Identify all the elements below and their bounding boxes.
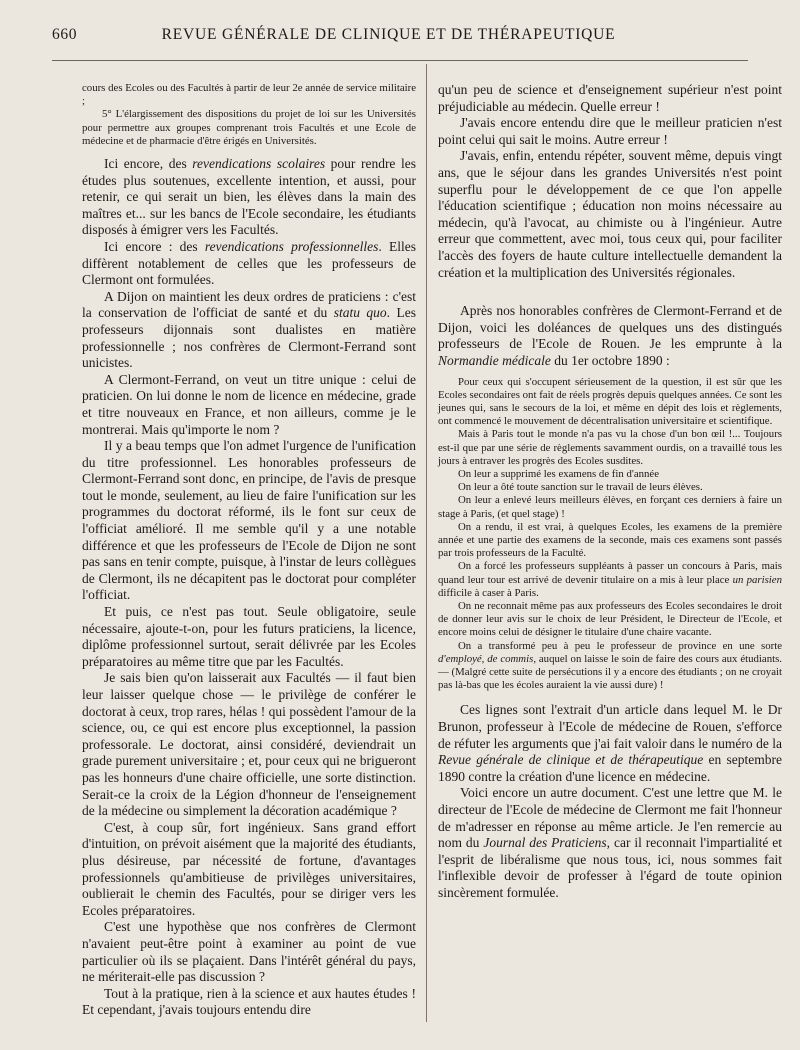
header-rule (52, 60, 748, 61)
paragraph: Ici encore, des revendications scolaires pour rendre les études plus soutenues, excellente intention, et aussi, pour retenir, ce qui serait un bien, les élèves dans la main des maîtres et... sur les bancs de l'Ecole secondaire, les étudiants disposés à émigrer vers les Facultés. (82, 156, 416, 238)
paragraph: Après nos honorables confrères de Clermont-Ferrand et de Dijon, voici les doléances de quelques uns des distingués professeurs de l'Ecole de Rouen. Je les emprunte à la Normandie médicale du 1er octobre 1890 : (438, 303, 782, 368)
running-title: REVUE GÉNÉRALE DE CLINIQUE ET DE THÉRAPEUTIQUE (161, 26, 616, 43)
paragraph: C'est, à coup sûr, fort ingénieux. Sans grand effort d'intuition, on prévoit aisément que la majorité des étudiants, plus désireuse, par nécessité de fortune, d'avantages professionnels qu'ambitieuse de privilèges universitaires, oublierait le chemin des Facultés, pour se diriger vers les Ecoles préparatoires. (82, 819, 416, 918)
quote-paragraph: On a transformé peu à peu le professeur de province en une sorte d'employé, de commis, auquel on laisse le soin de faire des cours aux étudiants. — (Malgré cette suite de persécutions il y a encore des étudiants ; on ne croyait pas là-bas que les écoles auraient la vie aussi dure) ! (438, 639, 783, 692)
paragraph: J'avais encore entendu dire que le meilleur praticien n'est point celui qui sait le moins. Autre erreur ! (438, 115, 782, 147)
quote-paragraph: On a rendu, il est vrai, à quelques Ecoles, les examens de la première année et une partie des examens de la seconde, mais ces examens sont passés par trois professeurs de la Faculté. (438, 520, 782, 560)
quote-paragraph: On leur a supprimé les examens de fin d'année (458, 467, 660, 480)
paragraph: qu'un peu de science et d'enseignement supérieur n'est point préjudiciable au médecin. Quelle erreur ! (438, 82, 782, 114)
paragraph: Voici encore un autre document. C'est une lettre que M. le directeur de l'Ecole de médecine de Clermont me fait l'honneur de m'adresser en réponse au même article. Je l'en remercie au nom du Journal des Praticiens, car il reconnait l'impartialité et l'esprit de libéralisme que nous tous, ici, nous sommes fait l'inflexible devoir de professer à l'égard de toute opinion sincèrement formulée. (438, 785, 782, 900)
paragraph: Et puis, ce n'est pas tout. Seule obligatoire, seule nécessaire, ajoute-t-on, pour les futurs praticiens, la licence, diplôme professionnel surtout, serait délivrée par les Ecoles préparatoires au même titre que par les Facultés. (82, 604, 416, 669)
quote-paragraph: Mais à Paris tout le monde n'a pas vu la chose d'un bon œil !... Toujours est-il que par une série de règlements savamment ourdis, on a travaillé tous les jours à entraver les progrès des Ecoles susdites. (438, 428, 782, 467)
paragraph: Il y a beau temps que l'on admet l'urgence de l'unification du titre professionnel. Les honorables professeurs de Clermont-Ferrand sont donc, en principe, de l'avis de presque tout le monde, seulement, au lieu de faire l'unification sur les programmes du doctorat réformé, ils le font sur ceux de l'officiat amélioré. Il me semble qu'il y a une notable différence et que les professeurs de l'Ecole de Dijon ne sont pas sans en tenir compte, puisque, à l'instar de leurs collègues de Clermont, ils ne décapitent pas le doctorat pour compléter l'officiat. (82, 438, 416, 603)
paragraph: A Dijon on maintient les deux ordres de praticiens : c'est la conservation de l'officiat de santé et du statu quo. Les professeurs dijonnais sont dualistes en matière professionnelle ; nos confrères de Clermont-Ferrand sont unicistes. (82, 288, 416, 371)
quote-paragraph: On leur a enlevé leurs meilleurs élèves, en forçant ces derniers à faire un stage à Paris, (et quel stage) ! (438, 494, 782, 520)
column-divider (426, 64, 427, 1022)
paragraph: C'est une hypothèse que nos confrères de Clermont n'avaient peut-être point à examiner au point de vue particulier où ils se plaçaient. Dans l'intérêt général du pays, ne mériterait-elle pas discussion ? (82, 919, 416, 985)
paragraph: Je sais bien qu'on laisserait aux Facultés — il faut bien leur laisser quelque chose — le privilège de conférer le doctorat à ceux, trop rares, hélas ! qui possèdent l'amour de la science, ou, ce qui est encore plus exceptionnel, la passion professorale. Le doctorat, ainsi considéré, deviendrait un grade purement universitaire ; et, pour ceux qui ne brigueront pas les honneurs d'une chaire officielle, une sorte distinction. Serait-ce la croix de la Légion d'honneur de l'enseignement de la médecine ou simplement la décoration académique ? (82, 670, 416, 819)
paragraph: Ces lignes sont l'extrait d'un article dans lequel M. le Dr Brunon, professeur à l'Ecole de médecine de Rouen, s'efforce de réfuter les arguments que j'ai fait valoir dans le numéro de la Revue générale de clinique et de thérapeutique en septembre 1890 contre la création d'une licence en médecine. (438, 702, 782, 784)
paragraph: A Clermont-Ferrand, on veut un titre unique : celui de praticien. On lui donne le nom de licence en médecine, grade et titre nouveaux en France, et non ailleurs, comme je le montrerai. Mais qu'importe le nom ? (82, 371, 416, 437)
quote-paragraph: Pour ceux qui s'occupent sérieusement de la question, il est sûr que les Ecoles secondaires ont fait de réels progrès depuis quelques années. Ce sont les jeunes qui, sans le secours de la loi, et même en dépit des lois et règlements, ont commencé le mouvement de décentralisation universitaire et scientifique. (438, 375, 782, 428)
quote-paragraph: On leur a ôté toute sanction sur le travail de leurs élèves. (458, 481, 703, 494)
right-body-bottom (438, 702, 782, 901)
left-body (82, 156, 416, 1019)
rouen-intro (438, 303, 782, 369)
quote-paragraph: On a forcé les professeurs suppléants à passer un concours à Paris, mais quand leur tour est arrivé de devenir titulaire on a mis à leur place un parisien difficile à caser à Paris. (438, 560, 782, 599)
page-number: 660 (52, 26, 78, 43)
right-body-top (438, 82, 782, 281)
page-header (52, 26, 700, 56)
quote-paragraph: On ne reconnait même pas aux professeurs des Ecoles secondaires le droit de donner leur avis sur le choix de leur Président, le Directeur de l'Ecole, et encore moins celui de désigner le titulaire d'une chaire vacante. (438, 599, 782, 639)
right-column (438, 82, 782, 902)
paragraph: J'avais, enfin, entendu répéter, souvent même, depuis vingt ans, que le séjour dans les grandes Universités n'est point superflu pour le développement de ce que l'on appelle l'éducation scientifique ; éducation non moins nécessaire au médecin, qu'à l'avocat, au chimiste ou à l'ingénieur. Autre erreur que commettent, avec moi, tous ceux qui, pour faciliter l'accès des foyers de haute culture intellectuelle demandent la création et la multiplication des Universités régionales. (438, 148, 782, 280)
list-item-5: 5° L'élargissement des dispositions du projet de loi sur les Universités pour permettre aux groupes comprenant trois Facultés et une Ecole de médecine et de pharmacie d'être érigés en Universités. (82, 108, 416, 147)
list-continuation (82, 82, 416, 148)
left-column (82, 82, 416, 1019)
paragraph: Ici encore : des revendications professionnelles. Elles diffèrent notablement de celles que les professeurs de Clermont ont formulées. (82, 238, 416, 288)
quoted-excerpt (438, 376, 782, 693)
list-item-4-end: cours des Ecoles ou des Facultés à partir de leur 2e année de service militaire ; (82, 82, 416, 108)
paragraph: Tout à la pratique, rien à la science et aux hautes études ! Et cependant, j'avais toujours entendu dire (82, 985, 416, 1018)
